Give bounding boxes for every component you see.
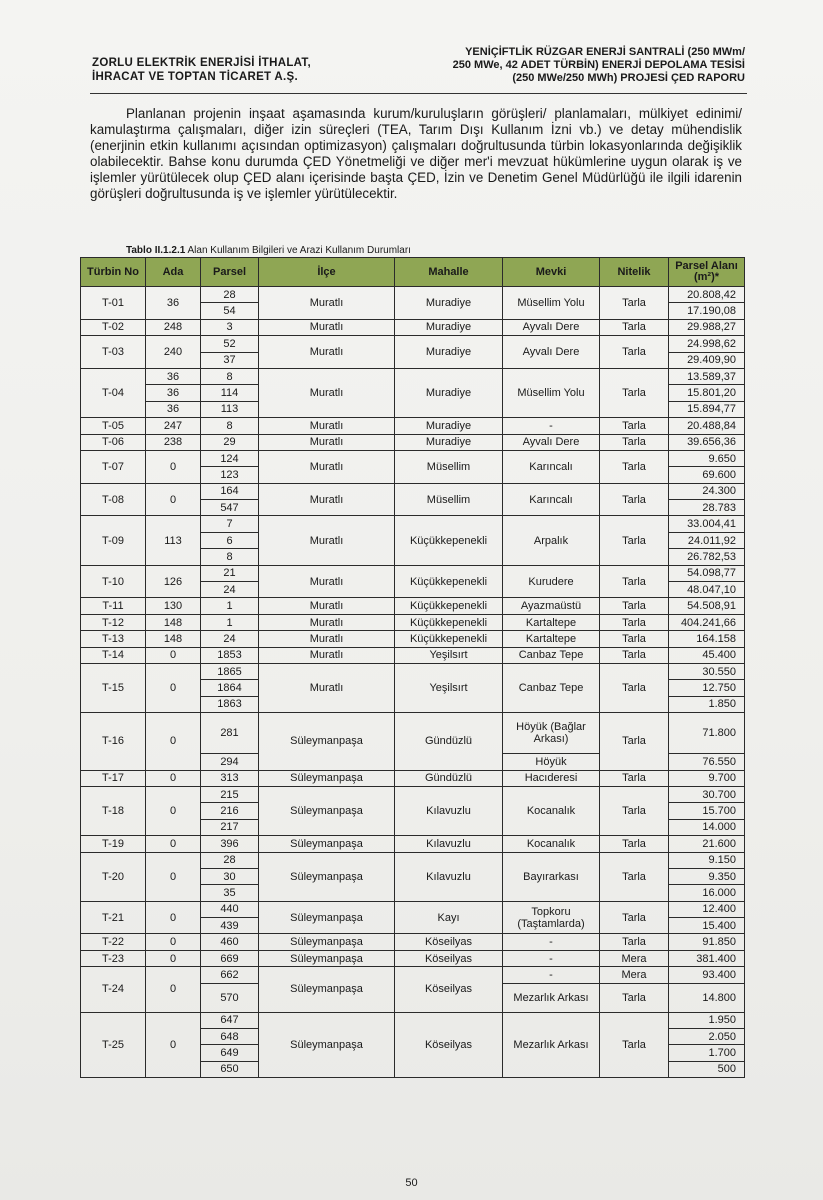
parsel-alani-cell: 76.550 bbox=[669, 754, 745, 770]
nitelik-cell: Tarla bbox=[600, 565, 669, 598]
turbin-no-cell: T-07 bbox=[81, 450, 146, 483]
mahalle-cell: Küçükkepenekli bbox=[395, 614, 503, 630]
parsel-cell: 113 bbox=[201, 401, 259, 417]
parsel-alani-cell: 48.047,10 bbox=[669, 582, 745, 598]
parsel-cell: 396 bbox=[201, 836, 259, 852]
ada-cell: 36 bbox=[146, 385, 201, 401]
parsel-cell: 21 bbox=[201, 565, 259, 581]
parsel-cell: 570 bbox=[201, 983, 259, 1012]
parsel-cell: 164 bbox=[201, 483, 259, 499]
mevki-cell: Hacıderesi bbox=[503, 770, 600, 786]
parsel-cell: 28 bbox=[201, 852, 259, 868]
ada-cell: 0 bbox=[146, 901, 201, 934]
mahalle-cell: Muradiye bbox=[395, 336, 503, 369]
mahalle-cell: Köseilyas bbox=[395, 950, 503, 966]
ilce-cell: Muratlı bbox=[259, 614, 395, 630]
ada-cell: 0 bbox=[146, 647, 201, 663]
ada-cell: 0 bbox=[146, 1012, 201, 1078]
parsel-alani-cell: 39.656,36 bbox=[669, 434, 745, 450]
nitelik-cell: Tarla bbox=[600, 614, 669, 630]
table-caption bbox=[126, 245, 411, 256]
nitelik-cell: Tarla bbox=[600, 934, 669, 950]
parsel-alani-cell: 30.550 bbox=[669, 663, 745, 679]
parsel-cell: 52 bbox=[201, 336, 259, 352]
ada-cell: 247 bbox=[146, 418, 201, 434]
parsel-cell: 313 bbox=[201, 770, 259, 786]
mevki-cell: Canbaz Tepe bbox=[503, 647, 600, 663]
ada-cell: 248 bbox=[146, 319, 201, 335]
turbin-no-cell: T-24 bbox=[81, 967, 146, 1012]
parsel-alani-cell: 26.782,53 bbox=[669, 549, 745, 565]
table-row bbox=[81, 287, 745, 303]
parsel-cell: 216 bbox=[201, 803, 259, 819]
mevki-cell: Kurudere bbox=[503, 565, 600, 598]
parsel-cell: 1 bbox=[201, 598, 259, 614]
parsel-cell: 460 bbox=[201, 934, 259, 950]
parsel-cell: 123 bbox=[201, 467, 259, 483]
parsel-alani-cell: 9.700 bbox=[669, 770, 745, 786]
turbin-no-cell: T-15 bbox=[81, 663, 146, 712]
turbin-no-cell: T-11 bbox=[81, 598, 146, 614]
parsel-cell: 649 bbox=[201, 1045, 259, 1061]
ada-cell: 0 bbox=[146, 852, 201, 901]
table-row bbox=[81, 1012, 745, 1028]
parsel-cell: 648 bbox=[201, 1029, 259, 1045]
mahalle-cell: Gündüzlü bbox=[395, 770, 503, 786]
parsel-alani-cell: 500 bbox=[669, 1061, 745, 1077]
parsel-cell: 24 bbox=[201, 631, 259, 647]
mahalle-cell: Küçükkepenekli bbox=[395, 598, 503, 614]
parsel-alani-cell: 29.988,27 bbox=[669, 319, 745, 335]
nitelik-cell: Mera bbox=[600, 950, 669, 966]
mahalle-cell: Gündüzlü bbox=[395, 713, 503, 770]
ada-cell: 36 bbox=[146, 287, 201, 320]
mevki-cell: - bbox=[503, 418, 600, 434]
parsel-alani-cell: 29.409,90 bbox=[669, 352, 745, 368]
turbin-no-cell: T-17 bbox=[81, 770, 146, 786]
ada-cell: 148 bbox=[146, 631, 201, 647]
nitelik-cell: Tarla bbox=[600, 770, 669, 786]
company-name bbox=[92, 56, 311, 84]
nitelik-cell: Tarla bbox=[600, 368, 669, 417]
table-header-row bbox=[81, 258, 745, 287]
ilce-cell: Süleymanpaşa bbox=[259, 770, 395, 786]
table-row bbox=[81, 598, 745, 614]
nitelik-cell: Tarla bbox=[600, 983, 669, 1012]
parsel-alani-cell: 93.400 bbox=[669, 967, 745, 983]
parsel-alani-cell: 9.150 bbox=[669, 852, 745, 868]
parsel-cell: 217 bbox=[201, 819, 259, 835]
turbin-no-cell: T-20 bbox=[81, 852, 146, 901]
mahalle-cell: Köseilyas bbox=[395, 1012, 503, 1078]
mevki-cell: Mezarlık Arkası bbox=[503, 983, 600, 1012]
parsel-alani-cell: 54.098,77 bbox=[669, 565, 745, 581]
nitelik-cell: Tarla bbox=[600, 319, 669, 335]
mevki-cell: Kocanalık bbox=[503, 836, 600, 852]
parsel-alani-cell: 24.300 bbox=[669, 483, 745, 499]
ilce-cell: Muratlı bbox=[259, 647, 395, 663]
mevki-cell: Höyük bbox=[503, 754, 600, 770]
ilce-cell: Muratlı bbox=[259, 368, 395, 417]
mevki-cell: Müsellim Yolu bbox=[503, 287, 600, 320]
ilce-cell: Süleymanpaşa bbox=[259, 786, 395, 835]
nitelik-cell: Tarla bbox=[600, 336, 669, 369]
parsel-cell: 662 bbox=[201, 967, 259, 983]
nitelik-cell: Tarla bbox=[600, 631, 669, 647]
mahalle-cell: Müsellim bbox=[395, 450, 503, 483]
ilce-cell: Muratlı bbox=[259, 434, 395, 450]
ada-cell: 0 bbox=[146, 483, 201, 516]
ilce-cell: Muratlı bbox=[259, 450, 395, 483]
ilce-cell: Süleymanpaşa bbox=[259, 934, 395, 950]
mevki-cell: Bayırarkası bbox=[503, 852, 600, 901]
col-header-parsel-alani: Parsel Alanı (m²)* bbox=[669, 258, 745, 287]
parsel-cell: 114 bbox=[201, 385, 259, 401]
ilce-cell: Muratlı bbox=[259, 663, 395, 712]
ada-cell: 240 bbox=[146, 336, 201, 369]
mevki-cell: - bbox=[503, 934, 600, 950]
ada-cell: 0 bbox=[146, 836, 201, 852]
parsel-alani-cell: 404.241,66 bbox=[669, 614, 745, 630]
turbin-no-cell: T-16 bbox=[81, 713, 146, 770]
nitelik-cell: Mera bbox=[600, 967, 669, 983]
parsel-alani-cell: 2.050 bbox=[669, 1029, 745, 1045]
mevki-cell: - bbox=[503, 967, 600, 983]
parsel-alani-cell: 20.808,42 bbox=[669, 287, 745, 303]
ada-cell: 238 bbox=[146, 434, 201, 450]
parsel-cell: 1 bbox=[201, 614, 259, 630]
turbin-no-cell: T-08 bbox=[81, 483, 146, 516]
col-header-mahalle: Mahalle bbox=[395, 258, 503, 287]
table-row bbox=[81, 950, 745, 966]
nitelik-cell: Tarla bbox=[600, 663, 669, 712]
parsel-alani-cell: 14.800 bbox=[669, 983, 745, 1012]
parsel-cell: 8 bbox=[201, 549, 259, 565]
ilce-cell: Süleymanpaşa bbox=[259, 713, 395, 770]
col-header-ilce: İlçe bbox=[259, 258, 395, 287]
parsel-alani-cell: 164.158 bbox=[669, 631, 745, 647]
parsel-cell: 8 bbox=[201, 418, 259, 434]
ilce-cell: Muratlı bbox=[259, 319, 395, 335]
nitelik-cell: Tarla bbox=[600, 450, 669, 483]
table-caption-text: Alan Kullanım Bilgileri ve Arazi Kullanım Durumları bbox=[187, 245, 411, 256]
parsel-cell: 8 bbox=[201, 368, 259, 384]
parsel-cell: 1864 bbox=[201, 680, 259, 696]
table-row bbox=[81, 901, 745, 917]
mevki-cell: Kartaltepe bbox=[503, 614, 600, 630]
mevki-cell: Ayazmaüstü bbox=[503, 598, 600, 614]
ilce-cell: Muratlı bbox=[259, 565, 395, 598]
parsel-alani-cell: 20.488,84 bbox=[669, 418, 745, 434]
nitelik-cell: Tarla bbox=[600, 516, 669, 565]
parsel-cell: 24 bbox=[201, 582, 259, 598]
parsel-alani-cell: 9.350 bbox=[669, 868, 745, 884]
nitelik-cell: Tarla bbox=[600, 852, 669, 901]
parsel-cell: 647 bbox=[201, 1012, 259, 1028]
mahalle-cell: Yeşilsırt bbox=[395, 647, 503, 663]
table-body bbox=[81, 287, 745, 1078]
nitelik-cell: Tarla bbox=[600, 598, 669, 614]
parsel-cell: 294 bbox=[201, 754, 259, 770]
col-header-nitelik: Nitelik bbox=[600, 258, 669, 287]
parsel-cell: 3 bbox=[201, 319, 259, 335]
turbin-no-cell: T-09 bbox=[81, 516, 146, 565]
turbin-no-cell: T-14 bbox=[81, 647, 146, 663]
turbin-no-cell: T-05 bbox=[81, 418, 146, 434]
mahalle-cell: Muradiye bbox=[395, 319, 503, 335]
mevki-cell: Ayvalı Dere bbox=[503, 336, 600, 369]
ilce-cell: Muratlı bbox=[259, 631, 395, 647]
ada-cell: 0 bbox=[146, 713, 201, 770]
turbin-no-cell: T-10 bbox=[81, 565, 146, 598]
turbin-no-cell: T-21 bbox=[81, 901, 146, 934]
parsel-alani-cell: 33.004,41 bbox=[669, 516, 745, 532]
table-row bbox=[81, 565, 745, 581]
mevki-cell: Kartaltepe bbox=[503, 631, 600, 647]
table-row bbox=[81, 368, 745, 384]
parsel-alani-cell: 14.000 bbox=[669, 819, 745, 835]
parsel-alani-cell: 30.700 bbox=[669, 786, 745, 802]
parsel-alani-cell: 16.000 bbox=[669, 885, 745, 901]
mevki-cell: Mezarlık Arkası bbox=[503, 1012, 600, 1078]
company-name-line: İHRACAT VE TOPTAN TİCARET A.Ş. bbox=[92, 71, 298, 83]
mahalle-cell: Yeşilsırt bbox=[395, 663, 503, 712]
ada-cell: 0 bbox=[146, 934, 201, 950]
mevki-cell: Karıncalı bbox=[503, 450, 600, 483]
mevki-cell: Ayvalı Dere bbox=[503, 434, 600, 450]
table-row bbox=[81, 336, 745, 352]
turbin-no-cell: T-03 bbox=[81, 336, 146, 369]
mahalle-cell: Kılavuzlu bbox=[395, 852, 503, 901]
parsel-cell: 6 bbox=[201, 532, 259, 548]
col-header-ada: Ada bbox=[146, 258, 201, 287]
nitelik-cell: Tarla bbox=[600, 836, 669, 852]
project-title bbox=[385, 46, 745, 85]
parsel-cell: 215 bbox=[201, 786, 259, 802]
table-row bbox=[81, 967, 745, 983]
mevki-cell: Müsellim Yolu bbox=[503, 368, 600, 417]
ilce-cell: Muratlı bbox=[259, 516, 395, 565]
company-name-line: ZORLU ELEKTRİK ENERJİSİ İTHALAT, bbox=[92, 57, 311, 69]
table-row bbox=[81, 418, 745, 434]
parsel-alani-cell: 381.400 bbox=[669, 950, 745, 966]
table-row bbox=[81, 663, 745, 679]
col-header-mevki: Mevki bbox=[503, 258, 600, 287]
page-number: 50 bbox=[405, 1177, 418, 1189]
ada-cell: 36 bbox=[146, 368, 201, 384]
parsel-alani-cell: 91.850 bbox=[669, 934, 745, 950]
nitelik-cell: Tarla bbox=[600, 786, 669, 835]
parsel-alani-cell: 13.589,37 bbox=[669, 368, 745, 384]
table-row bbox=[81, 450, 745, 466]
ilce-cell: Süleymanpaşa bbox=[259, 836, 395, 852]
parsel-alani-cell: 24.998,62 bbox=[669, 336, 745, 352]
parsel-alani-cell: 71.800 bbox=[669, 713, 745, 754]
parsel-alani-cell: 1.700 bbox=[669, 1045, 745, 1061]
ilce-cell: Muratlı bbox=[259, 483, 395, 516]
mahalle-cell: Küçükkepenekli bbox=[395, 516, 503, 565]
parsel-cell: 669 bbox=[201, 950, 259, 966]
parsel-cell: 1865 bbox=[201, 663, 259, 679]
mahalle-cell: Müsellim bbox=[395, 483, 503, 516]
mevki-cell: Canbaz Tepe bbox=[503, 663, 600, 712]
parsel-cell: 7 bbox=[201, 516, 259, 532]
parsel-alani-cell: 1.850 bbox=[669, 696, 745, 712]
turbin-no-cell: T-01 bbox=[81, 287, 146, 320]
parsel-alani-cell: 21.600 bbox=[669, 836, 745, 852]
ada-cell: 148 bbox=[146, 614, 201, 630]
ilce-cell: Süleymanpaşa bbox=[259, 950, 395, 966]
project-title-line: (250 MWe/250 MWh) PROJESİ ÇED RAPORU bbox=[512, 72, 745, 84]
parsel-alani-cell: 17.190,08 bbox=[669, 303, 745, 319]
turbin-no-cell: T-02 bbox=[81, 319, 146, 335]
parsel-alani-cell: 9.650 bbox=[669, 450, 745, 466]
ilce-cell: Süleymanpaşa bbox=[259, 967, 395, 1012]
parsel-cell: 650 bbox=[201, 1061, 259, 1077]
ada-cell: 0 bbox=[146, 663, 201, 712]
ada-cell: 0 bbox=[146, 450, 201, 483]
parsel-cell: 124 bbox=[201, 450, 259, 466]
parsel-alani-cell: 28.783 bbox=[669, 500, 745, 516]
parsel-alani-cell: 15.400 bbox=[669, 918, 745, 934]
table-row bbox=[81, 631, 745, 647]
table-caption-number: Tablo II.1.2.1 bbox=[126, 245, 186, 256]
parsel-cell: 440 bbox=[201, 901, 259, 917]
parsel-cell: 37 bbox=[201, 352, 259, 368]
nitelik-cell: Tarla bbox=[600, 434, 669, 450]
parsel-alani-cell: 54.508,91 bbox=[669, 598, 745, 614]
nitelik-cell: Tarla bbox=[600, 418, 669, 434]
parsel-alani-cell: 15.700 bbox=[669, 803, 745, 819]
ada-cell: 0 bbox=[146, 967, 201, 1012]
turbin-no-cell: T-25 bbox=[81, 1012, 146, 1078]
table-row bbox=[81, 483, 745, 499]
land-use-table bbox=[80, 257, 745, 1078]
mahalle-cell: Muradiye bbox=[395, 287, 503, 320]
body-paragraph: Planlanan projenin inşaat aşamasında kurum/kuruluşların görüşleri/ planlamaları, mülkiyet edinimi/ kamulaştırma çalışmaları, diğer izin süreçleri (TEA, Tarım Dışı Kullanım İzni vb.) ve detay mühendislik (enerjinin etkin kullanımı açısından optimizasyon) çalışmaları doğrultusunda türbin lokasyonlarında değişiklik olabilecektir. Bahse konu durumda ÇED Yönetmeliği ve diğer mer'i mevzuat hükümlerine uygun olarak iş ve işlemler yürütülecek olup ÇED alanı içerisinde başta ÇED, İzin ve Denetim Genel Müdürlüğü ile ilgili idarenin görüşleri doğrultusunda iş ve işlemler yürütülecektir. bbox=[90, 106, 742, 202]
ada-cell: 0 bbox=[146, 950, 201, 966]
ada-cell: 126 bbox=[146, 565, 201, 598]
parsel-cell: 1863 bbox=[201, 696, 259, 712]
table-row bbox=[81, 434, 745, 450]
ilce-cell: Muratlı bbox=[259, 598, 395, 614]
parsel-cell: 547 bbox=[201, 500, 259, 516]
table-row bbox=[81, 647, 745, 663]
mevki-cell: Ayvalı Dere bbox=[503, 319, 600, 335]
nitelik-cell: Tarla bbox=[600, 483, 669, 516]
parsel-alani-cell: 15.894,77 bbox=[669, 401, 745, 417]
col-header-parsel: Parsel bbox=[201, 258, 259, 287]
mahalle-cell: Kayı bbox=[395, 901, 503, 934]
parsel-cell: 54 bbox=[201, 303, 259, 319]
turbin-no-cell: T-19 bbox=[81, 836, 146, 852]
table-row bbox=[81, 516, 745, 532]
parsel-cell: 35 bbox=[201, 885, 259, 901]
ada-cell: 0 bbox=[146, 786, 201, 835]
ilce-cell: Süleymanpaşa bbox=[259, 901, 395, 934]
mahalle-cell: Muradiye bbox=[395, 418, 503, 434]
table-row bbox=[81, 319, 745, 335]
mevki-cell: Kocanalık bbox=[503, 786, 600, 835]
ilce-cell: Süleymanpaşa bbox=[259, 852, 395, 901]
table-row bbox=[81, 934, 745, 950]
parsel-alani-cell: 45.400 bbox=[669, 647, 745, 663]
parsel-cell: 28 bbox=[201, 287, 259, 303]
turbin-no-cell: T-23 bbox=[81, 950, 146, 966]
ada-cell: 36 bbox=[146, 401, 201, 417]
parsel-cell: 1853 bbox=[201, 647, 259, 663]
nitelik-cell: Tarla bbox=[600, 901, 669, 934]
ada-cell: 0 bbox=[146, 770, 201, 786]
nitelik-cell: Tarla bbox=[600, 287, 669, 320]
project-title-line: YENİÇİFTLİK RÜZGAR ENERJİ SANTRALİ (250 MWm/ bbox=[465, 46, 745, 58]
parsel-alani-cell: 69.600 bbox=[669, 467, 745, 483]
parsel-cell: 30 bbox=[201, 868, 259, 884]
turbin-no-cell: T-13 bbox=[81, 631, 146, 647]
mahalle-cell: Muradiye bbox=[395, 434, 503, 450]
parsel-alani-cell: 12.750 bbox=[669, 680, 745, 696]
project-title-line: 250 MWe, 42 ADET TÜRBİN) ENERJİ DEPOLAMA TESİSİ bbox=[452, 59, 745, 71]
mahalle-cell: Köseilyas bbox=[395, 967, 503, 1012]
parsel-alani-cell: 15.801,20 bbox=[669, 385, 745, 401]
parsel-cell: 281 bbox=[201, 713, 259, 754]
mevki-cell: - bbox=[503, 950, 600, 966]
mahalle-cell: Kılavuzlu bbox=[395, 786, 503, 835]
table-row bbox=[81, 713, 745, 754]
ilce-cell: Muratlı bbox=[259, 418, 395, 434]
nitelik-cell: Tarla bbox=[600, 713, 669, 770]
turbin-no-cell: T-18 bbox=[81, 786, 146, 835]
table-row bbox=[81, 852, 745, 868]
table-row bbox=[81, 614, 745, 630]
parsel-cell: 439 bbox=[201, 918, 259, 934]
parsel-alani-cell: 24.011,92 bbox=[669, 532, 745, 548]
table-row bbox=[81, 836, 745, 852]
parsel-alani-cell: 12.400 bbox=[669, 901, 745, 917]
mahalle-cell: Muradiye bbox=[395, 368, 503, 417]
nitelik-cell: Tarla bbox=[600, 647, 669, 663]
ilce-cell: Muratlı bbox=[259, 336, 395, 369]
mevki-cell: Arpalık bbox=[503, 516, 600, 565]
table-row bbox=[81, 770, 745, 786]
mevki-cell: Höyük (Bağlar Arkası) bbox=[503, 713, 600, 754]
ada-cell: 113 bbox=[146, 516, 201, 565]
parsel-cell: 29 bbox=[201, 434, 259, 450]
mevki-cell: Karıncalı bbox=[503, 483, 600, 516]
turbin-no-cell: T-22 bbox=[81, 934, 146, 950]
mevki-cell: Topkoru (Taştamlarda) bbox=[503, 901, 600, 934]
mahalle-cell: Küçükkepenekli bbox=[395, 565, 503, 598]
turbin-no-cell: T-06 bbox=[81, 434, 146, 450]
table-row bbox=[81, 786, 745, 802]
mahalle-cell: Kılavuzlu bbox=[395, 836, 503, 852]
mahalle-cell: Köseilyas bbox=[395, 934, 503, 950]
ilce-cell: Muratlı bbox=[259, 287, 395, 320]
mahalle-cell: Küçükkepenekli bbox=[395, 631, 503, 647]
turbin-no-cell: T-12 bbox=[81, 614, 146, 630]
nitelik-cell: Tarla bbox=[600, 1012, 669, 1078]
col-header-turbin: Türbin No bbox=[81, 258, 146, 287]
turbin-no-cell: T-04 bbox=[81, 368, 146, 417]
header-divider bbox=[90, 93, 747, 94]
ada-cell: 130 bbox=[146, 598, 201, 614]
ilce-cell: Süleymanpaşa bbox=[259, 1012, 395, 1078]
parsel-alani-cell: 1.950 bbox=[669, 1012, 745, 1028]
